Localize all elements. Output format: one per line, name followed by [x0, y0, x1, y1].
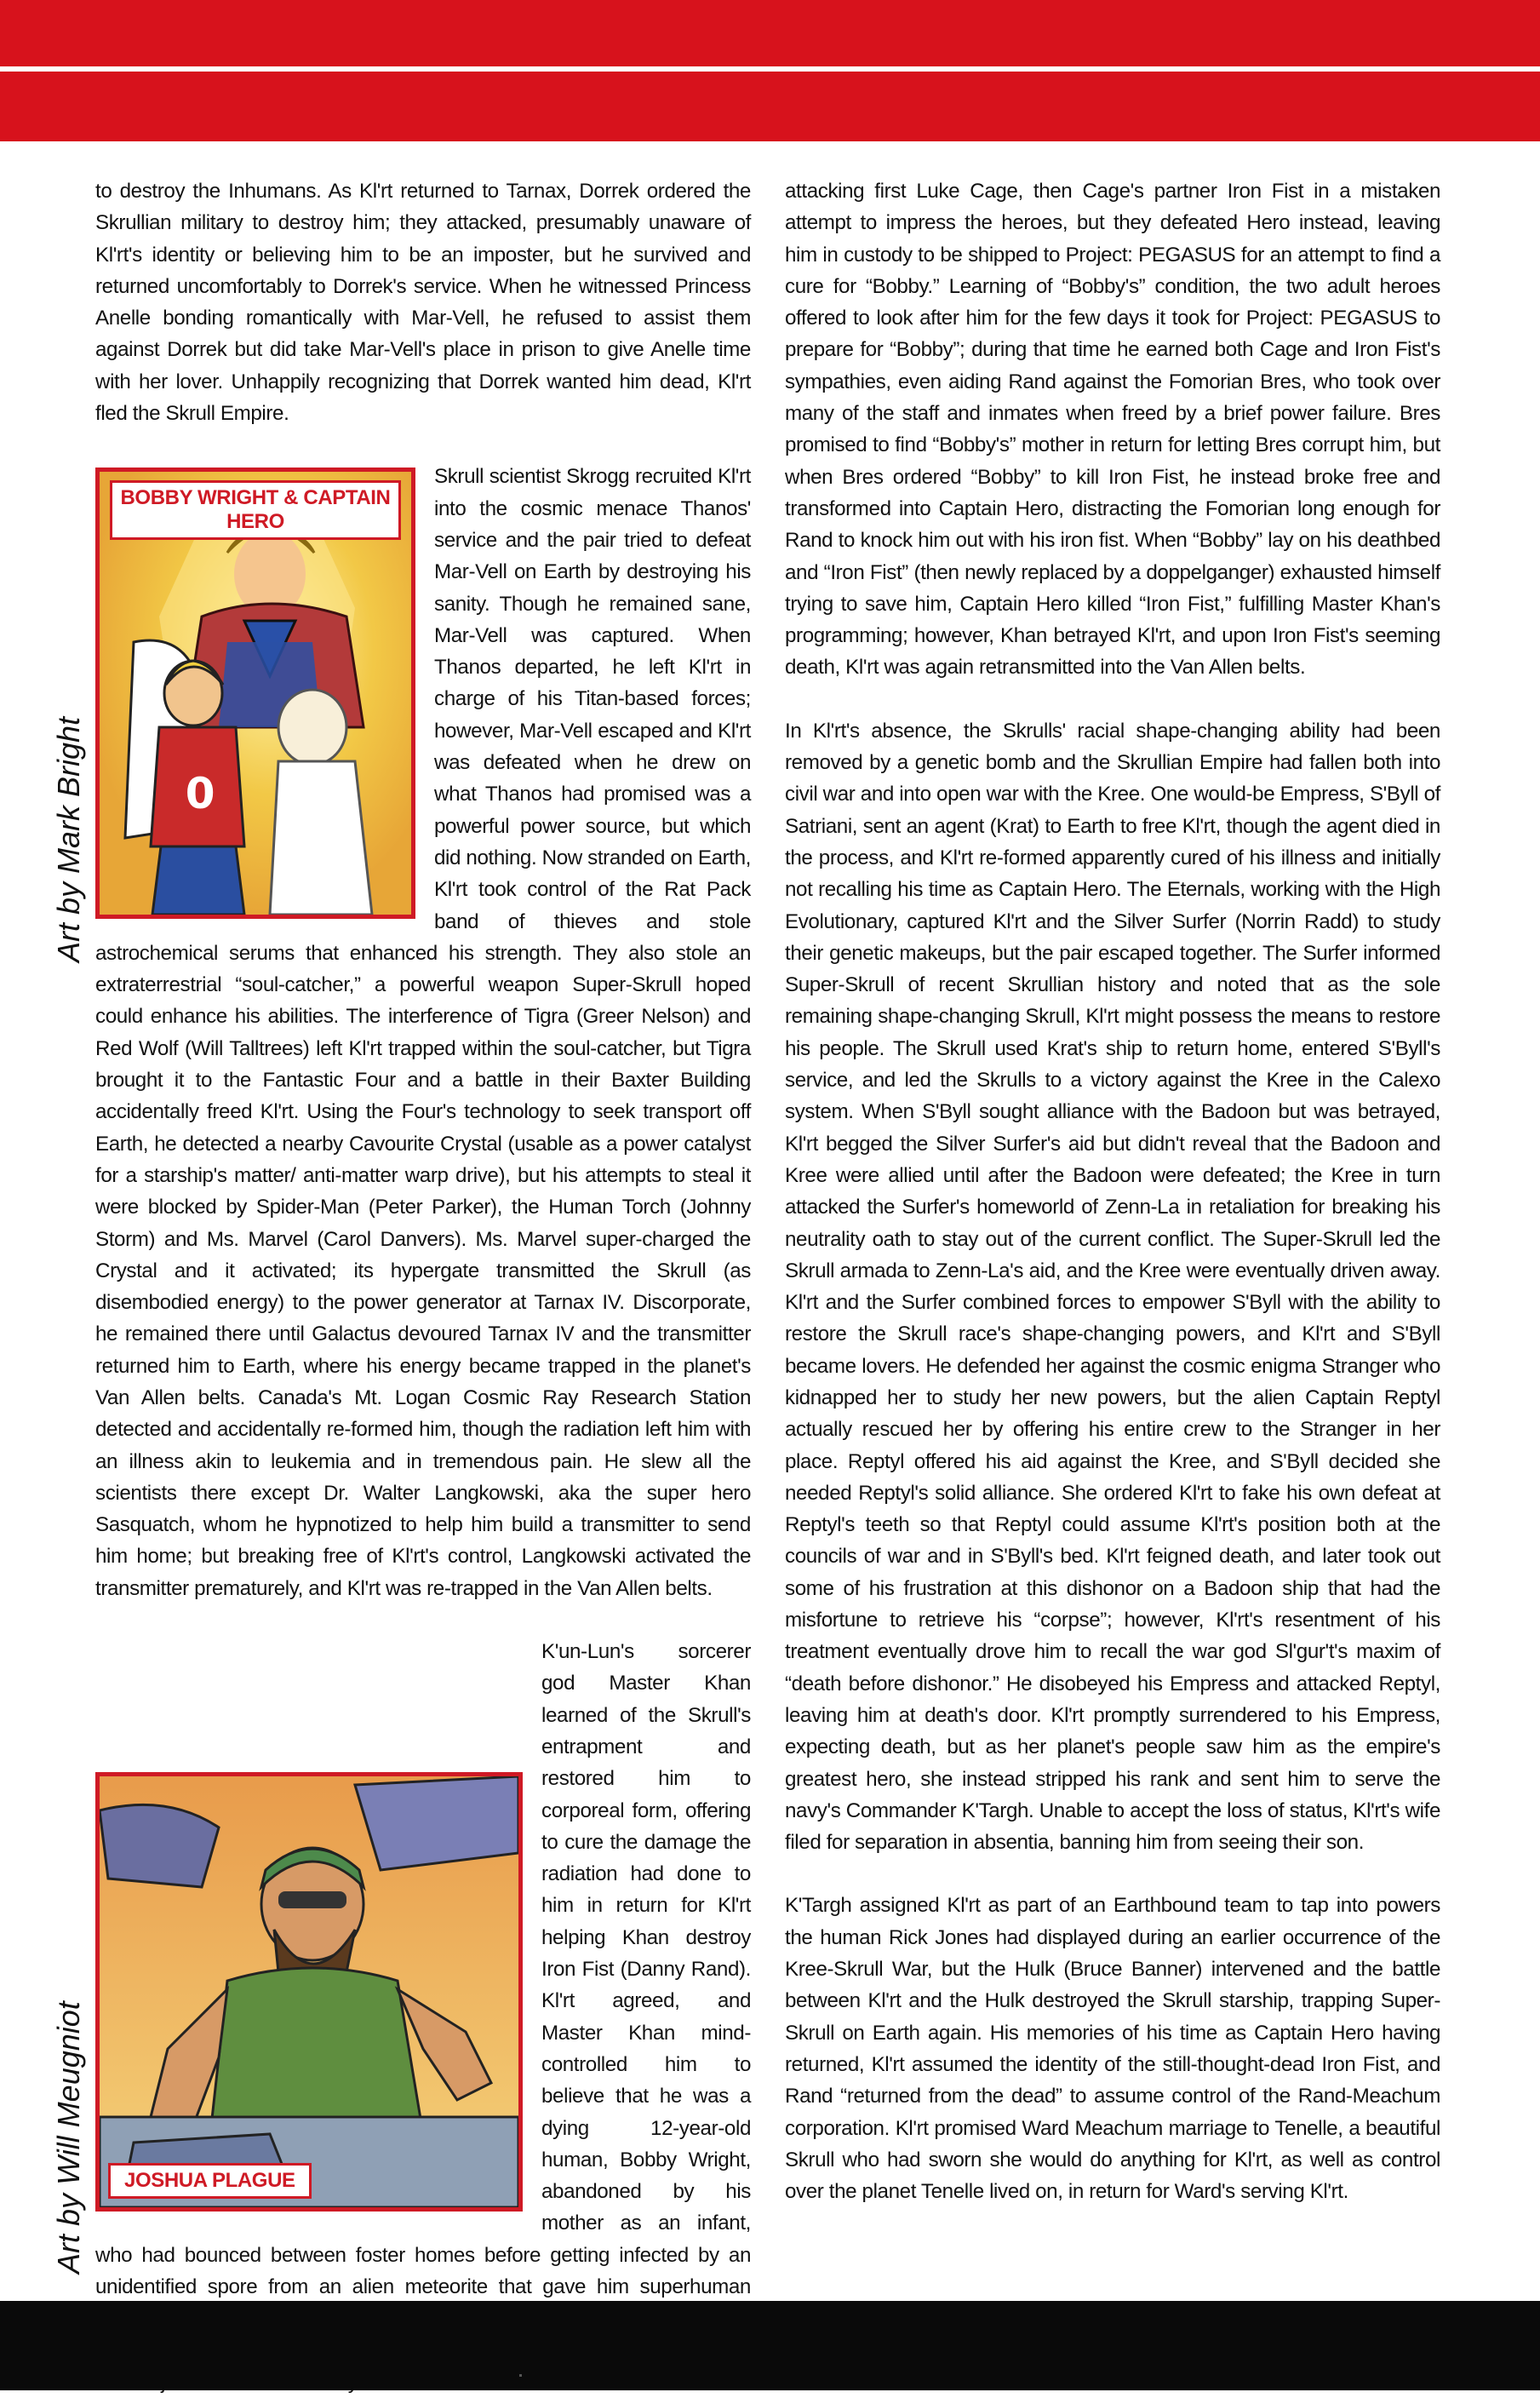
paragraph: K'Targh assigned Kl'rt as part of an Earthbound team to tap into powers the human Rick Jones had displayed during an earlier occurrence of the Kree-Skrull War, but the Hulk (Bruce Banner) intervened and the battle between Kl'rt and the Hulk destroyed the Skrull starship, trapping Super-Skrull on Earth again. His memories of his time as Captain Hero having returned, Kl'rt assumed the identity of the still-thought-dead Iron Fist, and Rand “returned from the dead” to assume control of the Rand-Meachum corporation. Kl'rt promised Ward Meachum marriage to Tenelle, a beautiful Skrull who had sworn she would do anything for Kl'rt, as well as control over the planet Tenelle lived on, in return for Ward's serving Kl'rt. [785, 1894, 1440, 2204]
header-bar-top [0, 0, 1540, 66]
footer-dot [519, 2374, 522, 2377]
plague-vest [210, 1968, 423, 2134]
svg-text:0: 0 [185, 769, 215, 819]
paragraph-with-figure [95, 461, 751, 1604]
right-column [785, 175, 1440, 2207]
left-column [95, 175, 751, 2398]
joshua-plague-art [100, 1776, 518, 2207]
footer-bar [0, 2301, 1540, 2390]
paragraph-with-figure [95, 1636, 751, 2398]
figure-label-bobby: BOBBY WRIGHT & CAPTAIN HERO [110, 480, 401, 540]
paragraph: attacking first Luke Cage, then Cage's partner Iron Fist in a mistaken attempt to impress the heroes, but they defeated Hero instead, leaving him in custody to be shipped to Project: PEGASUS for an attempt to find a cure for “Bobby.” Learning of “Bobby's” condition, the two adult heroes offered to look after him for the few days it took for Project: PEGASUS to prepare for “Bobby”; during that time he earned both Cage and Iron Fist's sympathies, even aiding Rand against the Fomorian Bres, who took over many of the staff and inmates when freed by a brief power failure. Bres promised to find “Bobby's” mother in return for letting Bres corrupt him, but when Bres ordered “Bobby” to kill Iron Fist, he instead broke free and transformed into Captain Hero, distracting the Fomorian long enough for Rand to knock him out with his iron fist. When “Bobby” lay on his deathbed and “Iron Fist” (then newly replaced by a doppelganger) exhausted himself trying to save him, Captain Hero killed “Iron Fist,” fulfilling Master Khan's programming; however, Khan betrayed Kl'rt, and upon Iron Fist's seeming death, Kl'rt was again retransmitted into the Van Allen belts. [785, 180, 1440, 680]
joshua-plague-illustration [95, 1772, 523, 2212]
paragraph: In Kl'rt's absence, the Skrulls' racial shape-changing ability had been removed by a genetic bomb and the Skrullian Empire had fallen both into civil war and into open war with the Kree. One would-be Empress, S'Byll of Satriani, sent an agent (Krat) to Earth to free Kl'rt, though the agent died in the process, and Kl'rt re-formed apparently cured of his illness and initially not recalling his time as Captain Hero. The Eternals, working with the High Evolutionary, captured Kl'rt and the Silver Surfer (Norrin Radd) to study their genetic makeups, but the pair escaped together. The Surfer informed Super-Skrull of recent Skrullian history and noted that as the sole remaining shape-changing Skrull, Kl'rt might possess the means to restore his people. The Skrull used Krat's ship to return home, entered S'Byll's service, and led the Skrulls to a victory against the Kree in the Calexo system. When S'Byll sought alliance with the Badoon but was betrayed, Kl'rt begged the Silver Surfer's aid but didn't reveal that the Badoon and Kree were allied until after the Badoon were defeated; the Kree in turn attacked the Surfer's homeworld of Zenn-La in retaliation for breaking his neutrality oath to stay out of the current conflict. The Super-Skrull led the Skrull armada to Zenn-La's aid, and the Kree were eventually driven away. Kl'rt and the Surfer combined forces to empower S'Byll with the ability to restore the Skrull race's shape-changing powers, and Kl'rt and S'Byll became lovers. He defended her against the cosmic enigma Stranger who kidnapped her to study her new powers, but the alien Captain Reptyl actually rescued her by offering his entire crew to the Stranger in her place. Reptyl offered his aid against the Kree, and S'Byll decided she needed Reptyl's solid alliance. She ordered Kl'rt to fake his own defeat at Reptyl's teeth so that Reptyl could assume Kl'rt's position both at the councils of war and in S'Byll's bed. Kl'rt feigned death, and later took out some of his frustration at this dishonor on a Badoon ship that had the misfortune to retrieve his “corpse”; however, Kl'rt's resentment of his treatment eventually drove him to recall the war god Sl'gur't's maxim of “death before dishonor.” He disobeyed his Empress and attacked Reptyl, leaving him at death's door. Kl'rt promptly surrendered to his Empress, expecting death, but as her planet's people saw him as the empire's greatest hero, she instead stripped his rank and sent him to serve the navy's Commander K'Targh. Unable to accept the loss of status, Kl'rt's wife filed for separation in absentia, banning him from seeing their son. [785, 719, 1440, 1855]
paragraph: to destroy the Inhumans. As Kl'rt returned to Tarnax, Dorrek ordered the Skrullian military to destroy him; they attacked, presumably unaware of Kl'rt's identity or believing him to be an imposter, but he survived and returned uncomfortably to Dorrek's service. When he witnessed Princess Anelle bonding romantically with Mar-Vell, he refused to assist them against Dorrek but did take Mar-Vell's place in prison to give Anelle time with her lover. Unhappily recognizing that Dorrek wanted him dead, Kl'rt fled the Skrull Empire. [95, 180, 751, 426]
paragraph: Skrull scientist Skrogg recruited Kl'rt into the cosmic menace Thanos' service and the pair tried to defeat Mar-Vell on Earth by destroying his sanity. Though he remained sane, Mar-Vell was captured. When Thanos departed, he left Kl'rt in charge of his Titan-based forces; however, Mar-Vell escaped and Kl'rt was defeated when he drew on what Thanos had promised was a powerful power source, but which did nothing. Now stranded on Earth, Kl'rt took control of the Rat Pack band of thieves and stole astrochemical serums that enhanced his strength. They also stole an extraterrestrial “soul-catcher,” a powerful weapon Super-Skrull hoped could enhance his abilities. The interference of Tigra (Greer Nelson) and Red Wolf (Will Talltrees) left Kl'rt trapped within the soul-catcher, but Tigra brought it to the Fantastic Four and a battle in their Baxter Building accidentally freed Kl'rt. Using the Four's technology to seek transport off Earth, he detected a nearby Cavourite Crystal (usable as a power catalyst for a starship's matter/ anti-matter warp drive), but his attempts to steal it were blocked by Spider-Man (Peter Parker), the Human Torch (Johnny Storm) and Ms. Marvel (Carol Danvers). Ms. Marvel super-charged the Crystal and it activated; its hypergate transmitted the Skrull (as disembodied energy) to the power generator at Tarnax IV. Discorporate, he remained there until Galactus devoured Tarnax IV and the transmitter returned him to Earth, where his energy became trapped in the planet's Van Allen belts. Canada's Mt. Logan Cosmic Ray Research Station detected and accidentally re-formed him, though the radiation left him with an illness akin to leukemia and in tremendous pain. He slew all the scientists there except Dr. Walter Langkowski, aka the super hero Sasquatch, whom he hypnotized to help him build a transmitter to send him home; but breaking free of Kl'rt's control, Langkowski activated the transmitter prematurely, and Kl'rt was re-trapped in the Van Allen belts. [95, 465, 751, 1600]
art-credit-mark-bright: Art by Mark Bright [51, 716, 86, 962]
paragraph: K'un-Lun's sorcerer god Master Khan learned of the Skrull's entrapment and restored him to corporeal form, offering to cure the damage the radiation had done to him in return for Kl'rt helping Khan destroy Iron Fist (Danny Rand). Kl'rt agreed, and Master Khan mind-controlled him to believe that he was a dying 12-year-old human, Bobby Wright, abandoned by his mother as an infant, who had bounced between foster homes before getting infected by an unidentified spore from an alien meteorite that gave him superhuman [95, 1640, 751, 2298]
header-bar-bottom [0, 72, 1540, 141]
art-credit-will-meugniot: Art by Will Meugniot [51, 2001, 86, 2274]
figure-label-joshua: JOSHUA PLAGUE [108, 2163, 312, 2199]
bobby-wright-captain-hero-illustration [95, 468, 415, 919]
